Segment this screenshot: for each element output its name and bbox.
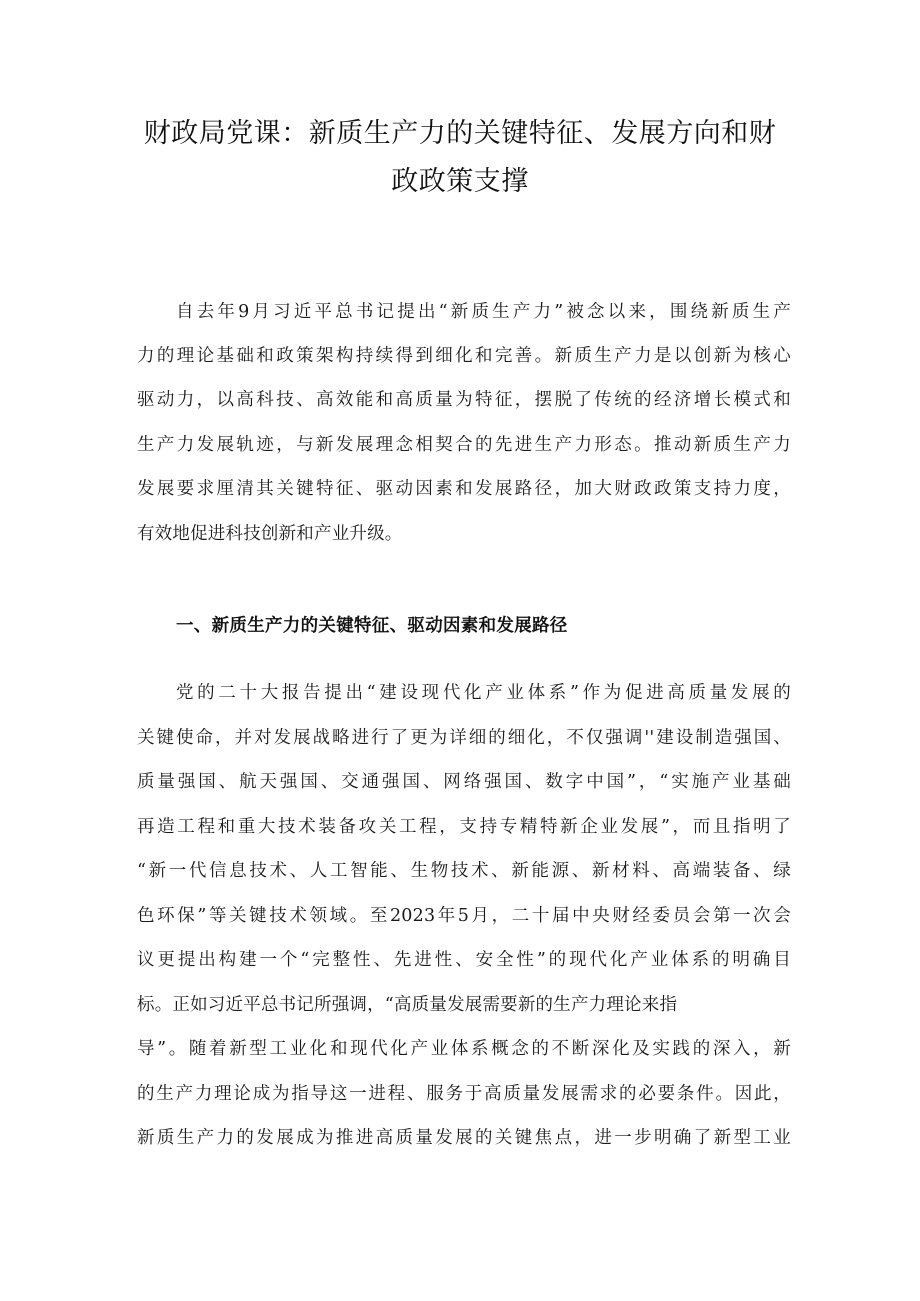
section-line-6: 色环保”等关键技术领域。至2023年5月，二十届中央财经委员会第一次会 (137, 906, 791, 926)
intro-line-6: 有效地促进科技创新和产业升级。 (137, 524, 403, 544)
intro-line-2: 力的理论基础和政策架构持续得到细化和完善。新质生产力是以创新为核心 (137, 346, 791, 366)
title-line-2: 政政策支撑 (391, 166, 529, 197)
title-line-1: 财政局党课：新质生产力的关键特征、发展方向和财 (143, 118, 777, 149)
intro-line-1: 自去年9月习近平总书记提出“新质生产力”被念以来，围绕新质生产 (176, 302, 791, 322)
section-line-5: “新一代信息技术、人工智能、生物技术、新能源、新材料、高端装备、绿 (137, 861, 791, 881)
section-line-9: 导”。随着新型工业化和现代化产业体系概念的不断深化及实践的深入，新 (137, 1039, 791, 1059)
section-line-3: 质量强国、航天强国、交通强国、网络强国、数字中国”，“实施产业基础 (137, 772, 791, 792)
section-line-7: 议更提出构建一个“完整性、先进性、安全性”的现代化产业体系的明确目 (137, 950, 791, 970)
document-title (120, 110, 800, 206)
intro-line-5: 发展要求厘清其关键特征、驱动因素和发展路径，加大财政政策支持力度， (137, 479, 791, 499)
intro-line-3: 驱动力，以高科技、高效能和高质量为特征，摆脱了传统的经济增长模式和 (137, 390, 791, 410)
section-heading: 一、新质生产力的关键特征、驱动因素和发展路径 (176, 616, 568, 636)
section-line-1: 党的二十大报告提出“建设现代化产业体系”作为促进高质量发展的 (176, 683, 791, 703)
section-line-8: 标。正如习近平总书记所强调，“高质量发展需要新的生产力理论来指 (137, 995, 678, 1015)
section-line-2: 关键使命，并对发展战略进行了更为详细的细化，不仅强调''建设制造强国、 (137, 728, 791, 748)
section-line-4: 再造工程和重大技术装备攻关工程，支持专精特新企业发展”，而且指明了 (137, 817, 791, 837)
section-line-11: 新质生产力的发展成为推进高质量发展的关键焦点，进一步明确了新型工业 (137, 1128, 791, 1148)
intro-line-4: 生产力发展轨迹，与新发展理念相契合的先进生产力形态。推动新质生产力 (137, 435, 791, 455)
section-line-10: 的生产力理论成为指导这一进程、服务于高质量发展需求的必要条件。因此， (137, 1084, 791, 1104)
